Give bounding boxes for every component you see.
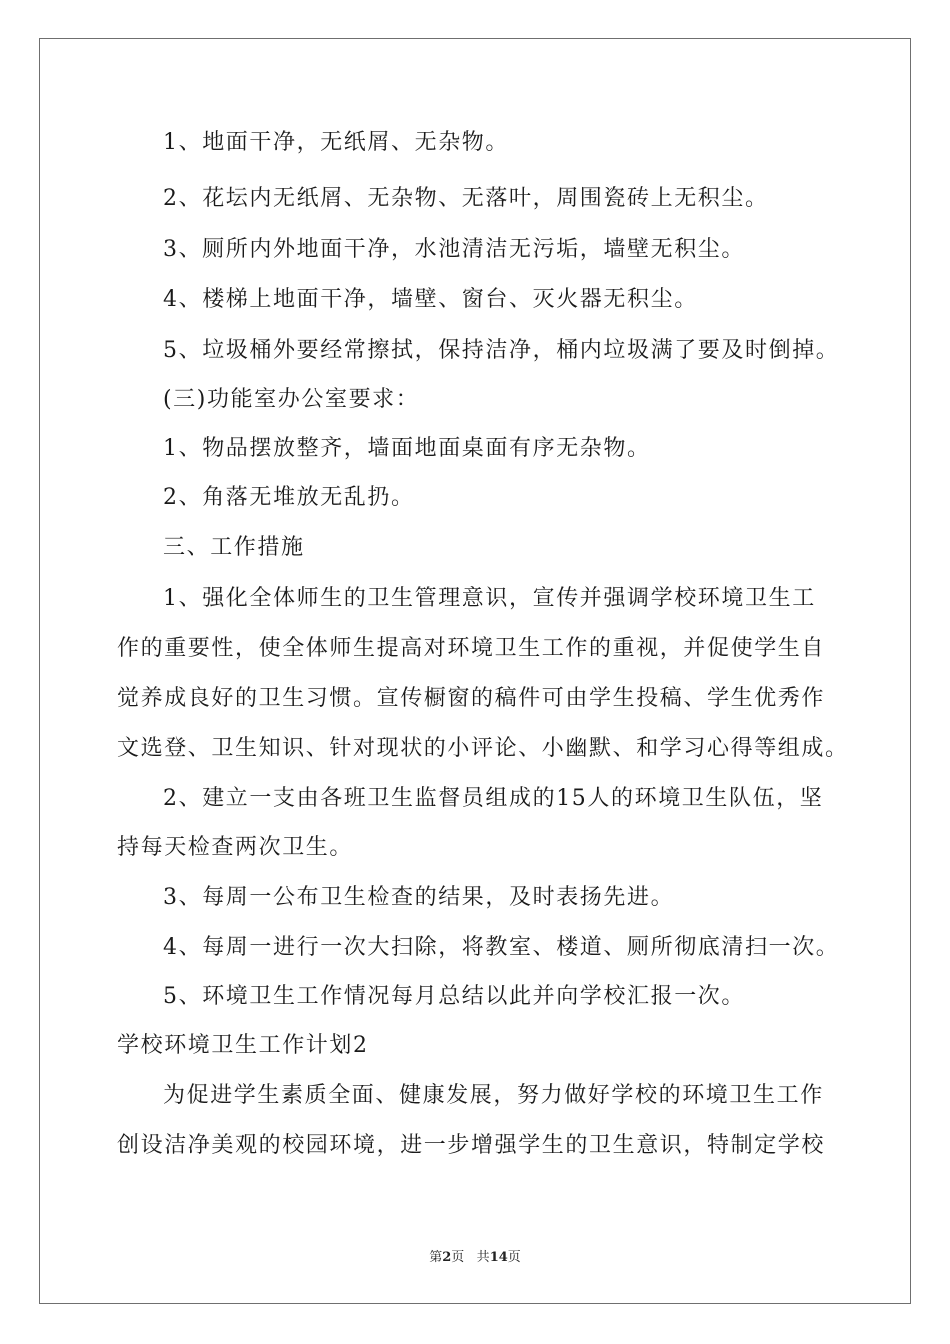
footer-page-suffix: 页 bbox=[451, 1250, 465, 1265]
paragraph-line: 1、物品摆放整齐，墙面地面桌面有序无杂物。 bbox=[163, 436, 651, 461]
paragraph-line: 4、每周一进行一次大扫除，将教室、楼道、厕所彻底清扫一次。 bbox=[163, 935, 840, 960]
paragraph-line: 5、环境卫生工作情况每月总结以此并向学校汇报一次。 bbox=[163, 984, 745, 1009]
paragraph-line: 4、楼梯上地面干净，墙壁、窗台、灭火器无积尘。 bbox=[163, 287, 698, 312]
paragraph-line: 3、每周一公布卫生检查的结果，及时表扬先进。 bbox=[163, 885, 675, 910]
section-heading: (三)功能室办公室要求： bbox=[163, 387, 420, 412]
paragraph-line: 2、花坛内无纸屑、无杂物、无落叶，周围瓷砖上无积尘。 bbox=[163, 186, 769, 211]
paragraph-line: 1、地面干净，无纸屑、无杂物。 bbox=[163, 130, 509, 155]
footer-total-prefix: 共 bbox=[476, 1250, 490, 1265]
paragraph-line: 创设洁净美观的校园环境，进一步增强学生的卫生意识，特制定学校 bbox=[117, 1133, 826, 1158]
paragraph-line: 3、厕所内外地面干净，水池清洁无污垢，墙壁无积尘。 bbox=[163, 237, 745, 262]
paragraph-line: 为促进学生素质全面、健康发展，努力做好学校的环境卫生工作 bbox=[163, 1083, 824, 1108]
paragraph-line: 文选登、卫生知识、针对现状的小评论、小幽默、和学习心得等组成。 bbox=[117, 736, 849, 761]
current-page-number: 2 bbox=[442, 1250, 452, 1265]
paragraph-line: 觉养成良好的卫生习惯。宣传橱窗的稿件可由学生投稿、学生优秀作 bbox=[117, 686, 826, 711]
paragraph-line: 2、角落无堆放无乱扔。 bbox=[163, 485, 415, 510]
footer-total-suffix: 页 bbox=[507, 1250, 521, 1265]
paragraph-line: 持每天检查两次卫生。 bbox=[117, 835, 354, 860]
document-title: 学校环境卫生工作计划2 bbox=[117, 1033, 369, 1058]
paragraph-line: 5、垃圾桶外要经常擦拭，保持洁净，桶内垃圾满了要及时倒掉。 bbox=[163, 338, 840, 363]
page-border bbox=[39, 38, 911, 1304]
paragraph-line: 2、建立一支由各班卫生监督员组成的15人的环境卫生队伍，坚 bbox=[163, 786, 824, 811]
page-footer bbox=[0, 1246, 950, 1265]
paragraph-line: 1、强化全体师生的卫生管理意识，宣传并强调学校环境卫生工 bbox=[163, 586, 816, 611]
total-pages-number: 14 bbox=[489, 1250, 508, 1265]
section-heading: 三、工作措施 bbox=[163, 535, 305, 560]
paragraph-line: 作的重要性，使全体师生提高对环境卫生工作的重视，并促使学生自 bbox=[117, 636, 826, 661]
footer-prefix: 第 bbox=[429, 1250, 443, 1265]
